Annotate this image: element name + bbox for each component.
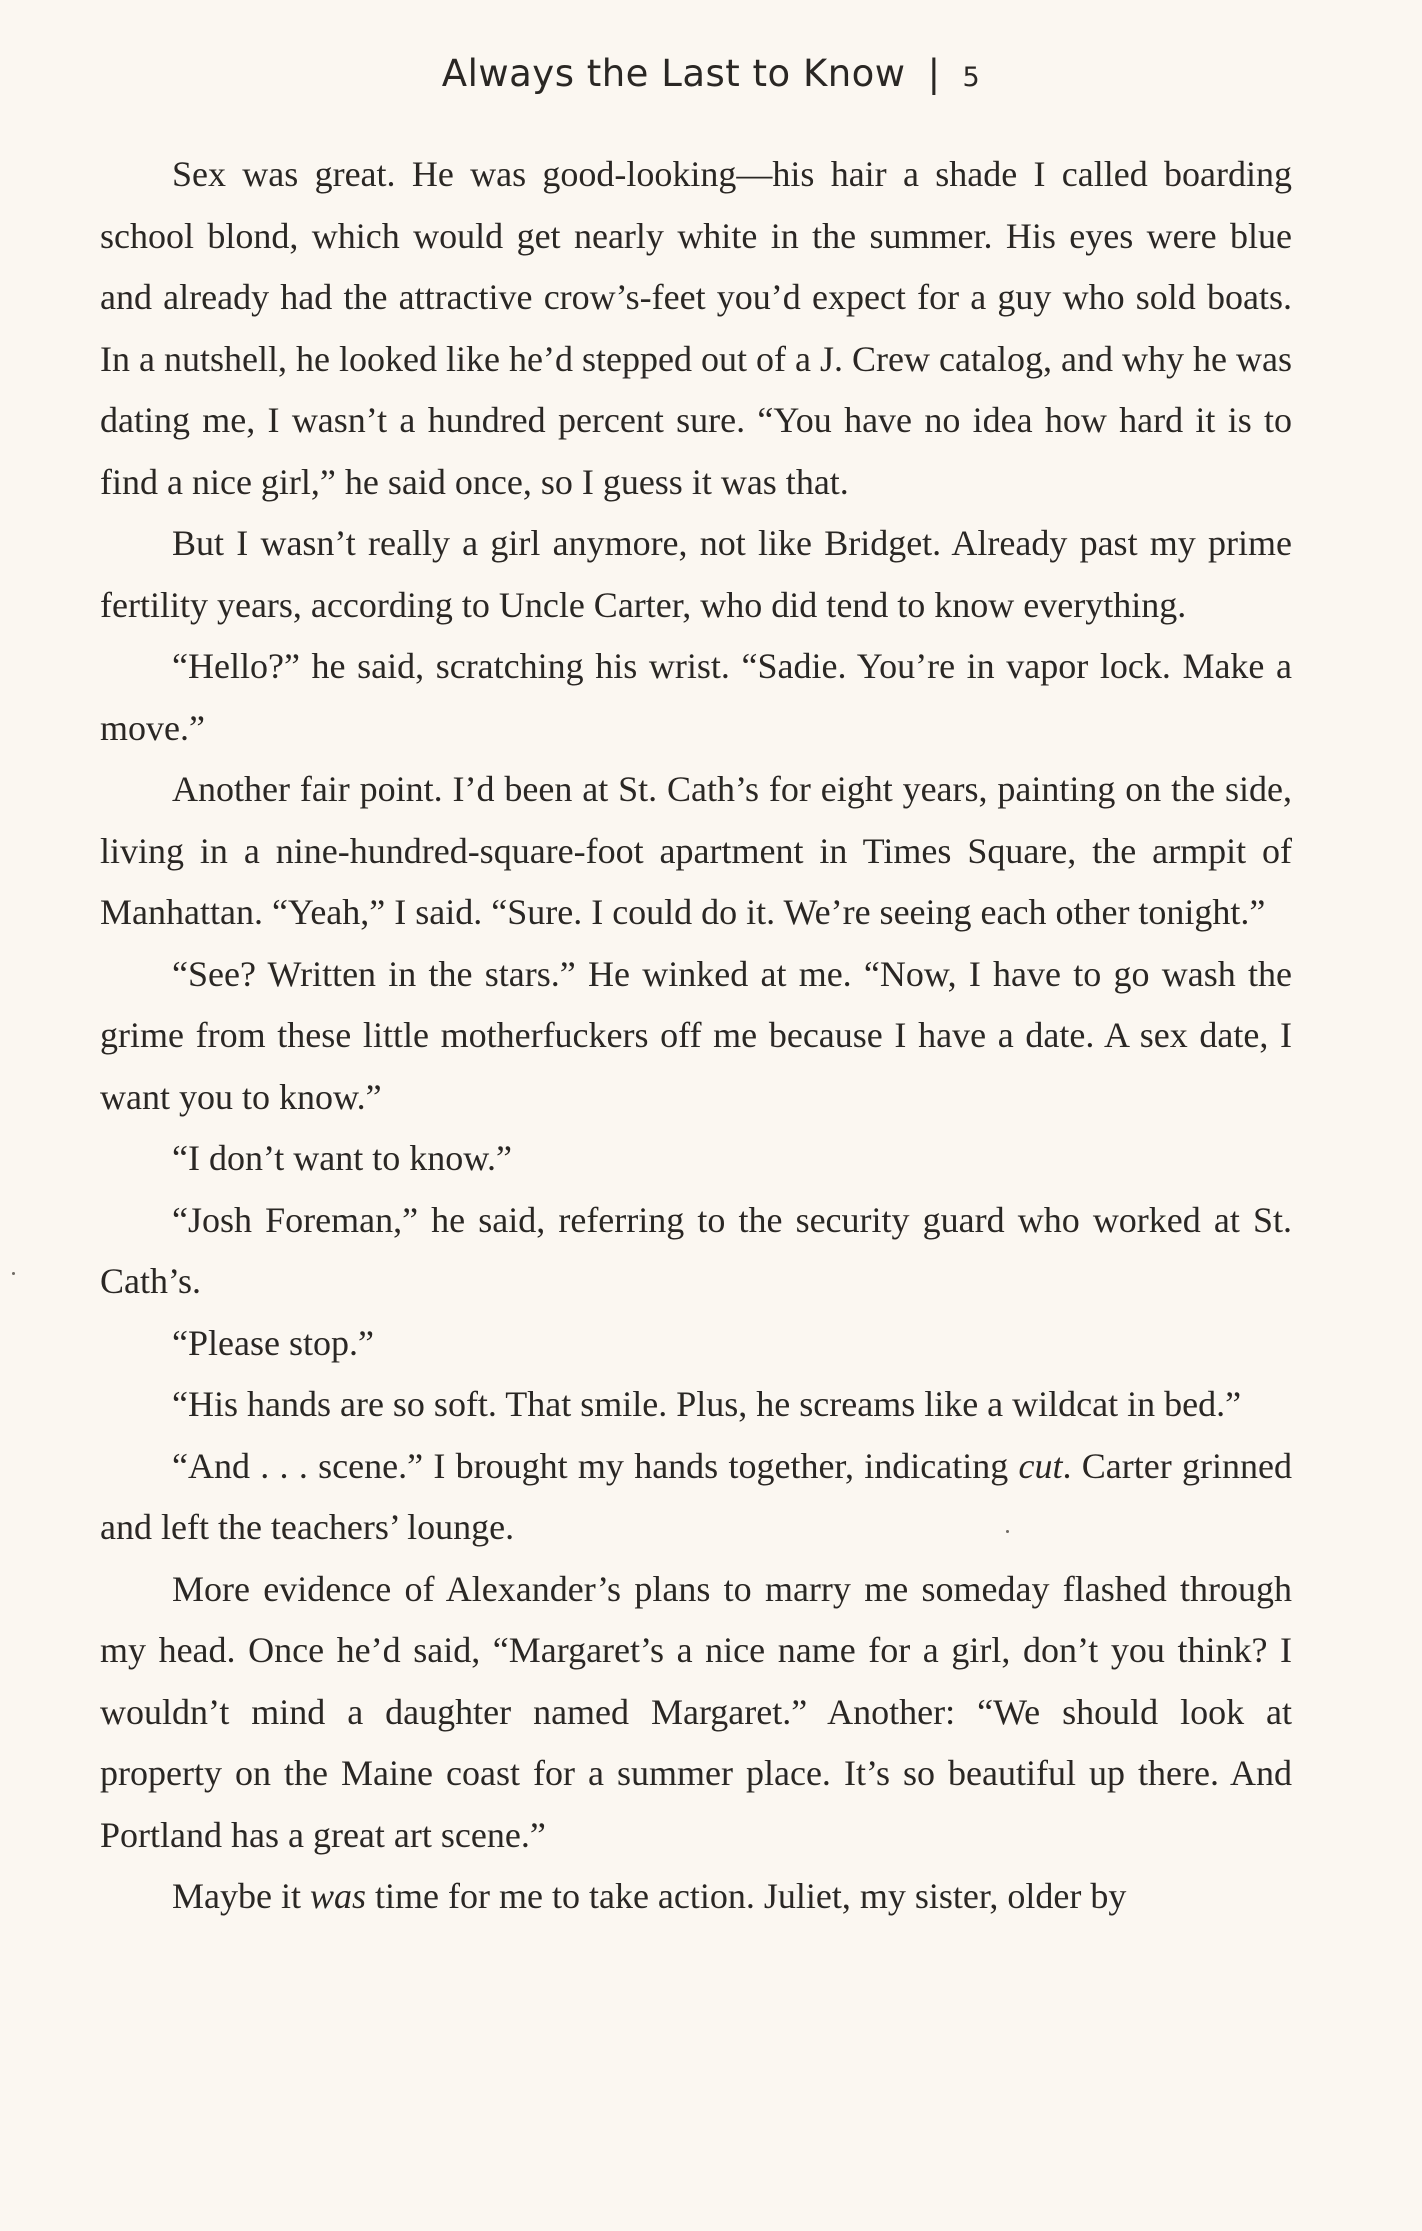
text-run: “See? Written in the stars.” He winked at me. “Now, I have to go wash the grime from these little motherfuckers off me because I have a date. A sex date, I want you to know.”: [100, 953, 1292, 1117]
text-run: “I don’t want to know.”: [172, 1138, 512, 1178]
italic-text: cut: [1018, 1445, 1063, 1486]
paragraph: [100, 636, 1292, 759]
scan-speck: [1006, 1530, 1009, 1533]
paragraph: [100, 1128, 1292, 1190]
book-title: Always the Last to Know: [441, 52, 906, 95]
header-separator: |: [927, 52, 941, 95]
text-run: time for me to take action. Juliet, my sister, older by: [366, 1876, 1127, 1916]
text-run: . Carter grinned and left the teachers’ lounge.: [100, 1445, 1292, 1547]
running-head: [0, 52, 1422, 95]
text-run: Maybe it: [172, 1876, 310, 1916]
text-run: Another fair point. I’d been at St. Cath’s for eight years, painting on the side, living in a nine-hundred-square-foot apartment in Times Square, the armpit of Manhattan. “Yeah,” I said. “Sure. I could do it. We’re seeing each other tonight.”: [100, 769, 1292, 932]
text-run: More evidence of Alexander’s plans to marry me someday flashed through my head. Once he’d said, “Margaret’s a nice name for a girl, don’t you think? I wouldn’t mind a daughter named Margaret.” Another: “We should look at property on the Maine coast for a summer place. It’s so beautiful up there. And Portland has a great art scene.”: [100, 1568, 1292, 1855]
paragraph: [100, 1374, 1292, 1436]
paragraph: [100, 513, 1292, 636]
page-number: 5: [962, 62, 981, 93]
text-run: “Hello?” he said, scratching his wrist. “Sadie. You’re in vapor lock. Make a move.”: [100, 646, 1292, 748]
paragraph: [100, 1559, 1292, 1867]
text-run: But I wasn’t really a girl anymore, not like Bridget. Already past my prime fertility years, according to Uncle Carter, who did tend to know everything.: [100, 523, 1292, 625]
text-run: “Please stop.”: [172, 1322, 374, 1363]
paragraph: [100, 1190, 1292, 1313]
paragraph: [100, 944, 1292, 1129]
paragraph: [100, 759, 1292, 944]
paragraph: [100, 1436, 1292, 1559]
paragraph: [100, 144, 1292, 513]
paragraph: [100, 1313, 1292, 1375]
italic-text: was: [309, 1876, 367, 1916]
text-run: “His hands are so soft. That smile. Plus, he screams like a wildcat in bed.”: [172, 1384, 1242, 1424]
body-text: [100, 144, 1292, 1928]
text-run: Sex was great. He was good-looking—his hair a shade I called boarding school blond, which would get nearly white in the summer. His eyes were blue and already had the attractive crow’s-feet you’d expect for a guy who sold boats. In a nutshell, he looked like he’d stepped out of a J. Crew catalog, and why he was dating me, I wasn’t a hundred percent sure. “You have no idea how hard it is to find a nice girl,” he said once, so I guess it was that.: [100, 154, 1292, 502]
text-run: “And . . . scene.” I brought my hands together, indicating: [172, 1445, 1019, 1486]
text-run: “Josh Foreman,” he said, referring to the security guard who worked at St. Cath’s.: [100, 1199, 1292, 1301]
paragraph: [100, 1866, 1292, 1928]
scan-speck: [12, 1272, 15, 1275]
